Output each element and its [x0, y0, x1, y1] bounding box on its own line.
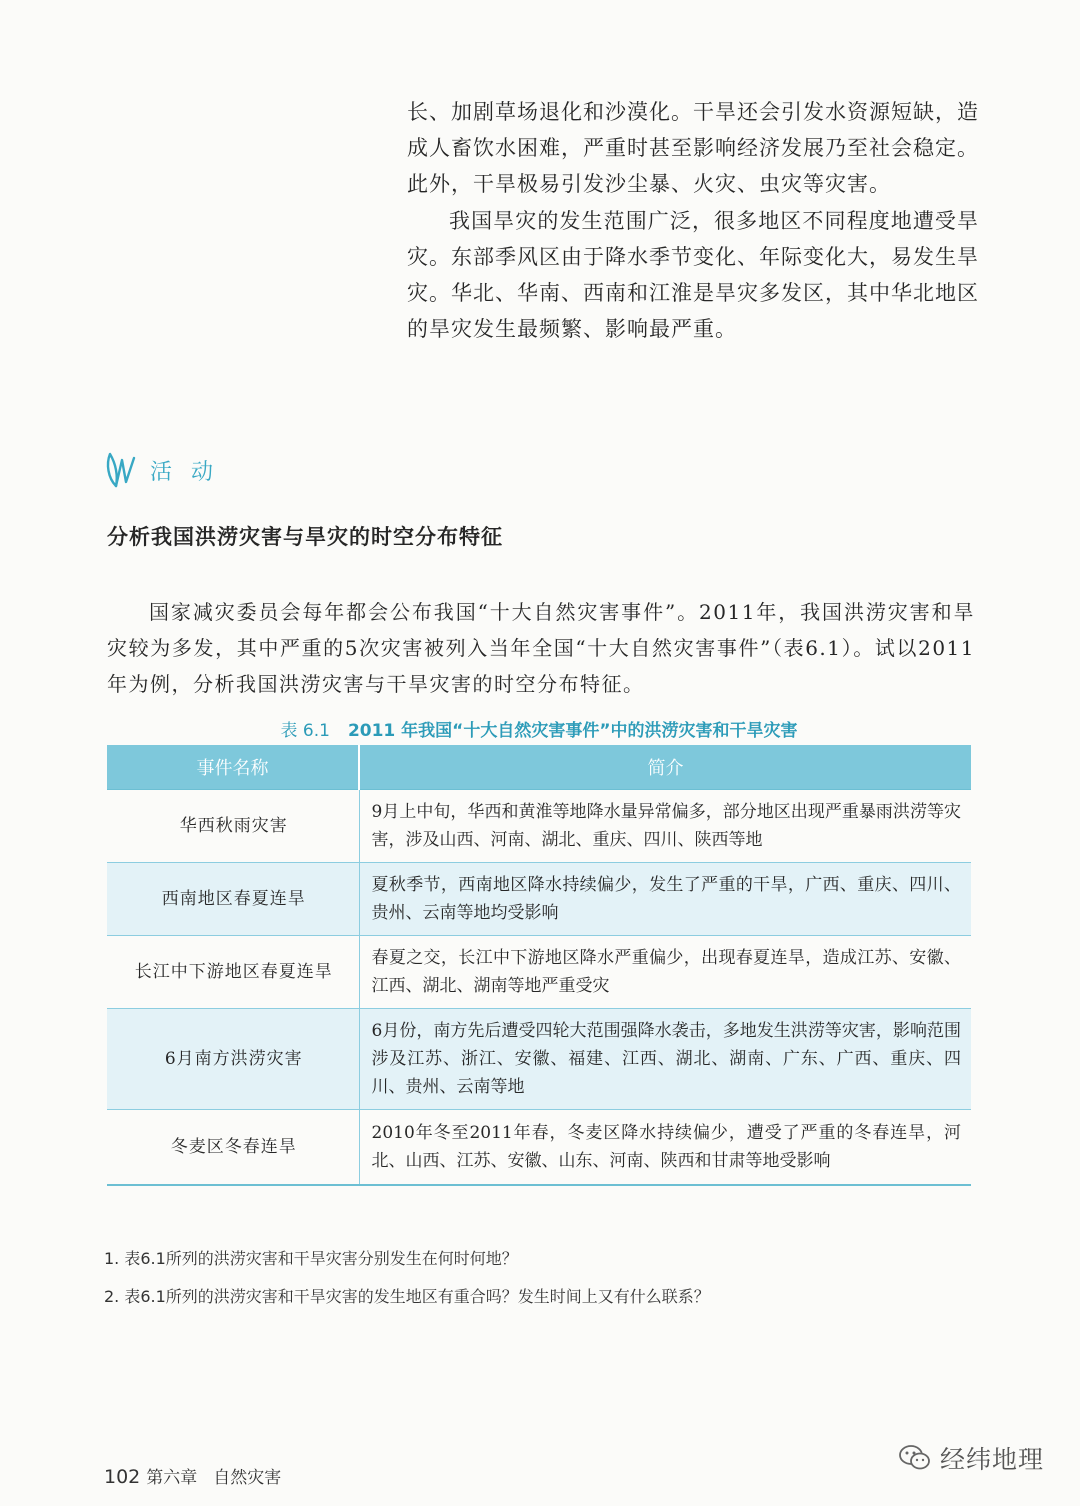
event-desc-cell: 6月份，南方先后遭受四轮大范围强降水袭击，多地发生洪涝等灾害，影响范围涉及江苏、浙江、安徽、福建、江西、湖北、湖南、广东、广西、重庆、四川、贵州、云南等地: [359, 1009, 971, 1110]
chapter-number: 第六章: [146, 1468, 198, 1488]
event-name-cell: 6月南方洪涝灾害: [107, 1009, 359, 1110]
event-name-cell: 华西秋雨灾害: [107, 790, 359, 863]
table-row: [107, 1110, 971, 1186]
event-desc-cell: 2010年冬至2011年春，冬麦区降水持续偏少，遭受了严重的冬春连旱，河北、山西、江苏、安徽、山东、河南、陕西和甘肃等地受影响: [359, 1110, 971, 1186]
table-row: [107, 863, 971, 936]
table-caption-number: 表 6.1: [280, 721, 330, 741]
wechat-icon: [898, 1444, 932, 1472]
table-caption: [107, 716, 971, 741]
header-description: 简介: [359, 745, 971, 790]
question-list: [104, 1240, 710, 1316]
header-event-name: 事件名称: [107, 745, 359, 790]
body-paragraph-1: 长、加剧草场退化和沙漠化。干旱还会引发水资源短缺，造成人畜饮水困难，严重时甚至影响经济发展乃至社会稳定。此外，干旱极易引发沙尘暴、火灾、虫灾等灾害。: [407, 100, 979, 196]
activity-label: 活 动: [150, 459, 219, 485]
table-row: [107, 790, 971, 863]
table-caption-title: 2011 年我国“十大自然灾害事件”中的洪涝灾害和干旱灾害: [347, 721, 798, 741]
chapter-title: 自然灾害: [213, 1468, 282, 1488]
wechat-watermark: [898, 1440, 1044, 1476]
watermark-text: 经纬地理: [939, 1445, 1044, 1474]
event-name-cell: 西南地区春夏连旱: [107, 863, 359, 936]
event-name-cell: 长江中下游地区春夏连旱: [107, 936, 359, 1009]
activity-leaf-icon: [104, 450, 138, 490]
disaster-events-table: [107, 745, 971, 1186]
page-footer: [104, 1463, 281, 1488]
activity-title: 分析我国洪涝灾害与旱灾的时空分布特征: [107, 525, 503, 549]
question-item: 1. 表6.1所列的洪涝灾害和干旱灾害分别发生在何时何地？: [104, 1249, 518, 1268]
table-row: [107, 1009, 971, 1110]
question-item: 2. 表6.1所列的洪涝灾害和干旱灾害的发生地区有重合吗？发生时间上又有什么联系？: [104, 1287, 710, 1306]
event-name-cell: 冬麦区冬春连旱: [107, 1110, 359, 1186]
body-paragraph-2: 我国旱灾的发生范围广泛，很多地区不同程度地遭受旱灾。东部季风区由于降水季节变化、年际变化大，易发生旱灾。华北、华南、西南和江淮是旱灾多发区，其中华北地区的旱灾发生最频繁、影响最严重。: [407, 209, 979, 341]
table-header-row: [107, 745, 971, 790]
activity-intro: 国家减灾委员会每年都会公布我国“十大自然灾害事件”。2011年，我国洪涝灾害和旱灾较为多发，其中严重的5次灾害被列入当年全国“十大自然灾害事件”（表6.1）。试以2011年为例，分析我国洪涝灾害与干旱灾害的时空分布特征。: [107, 600, 975, 696]
activity-heading: [104, 449, 219, 491]
event-desc-cell: 春夏之交，长江中下游地区降水严重偏少，出现春夏连旱，造成江苏、安徽、江西、湖北、湖南等地严重受灾: [359, 936, 971, 1009]
event-desc-cell: 夏秋季节，西南地区降水持续偏少，发生了严重的干旱，广西、重庆、四川、贵州、云南等地均受影响: [359, 863, 971, 936]
table-row: [107, 936, 971, 1009]
page-number: 102: [104, 1466, 141, 1488]
event-desc-cell: 9月上中旬，华西和黄淮等地降水量异常偏多，部分地区出现严重暴雨洪涝等灾害，涉及山西、河南、湖北、重庆、四川、陕西等地: [359, 790, 971, 863]
